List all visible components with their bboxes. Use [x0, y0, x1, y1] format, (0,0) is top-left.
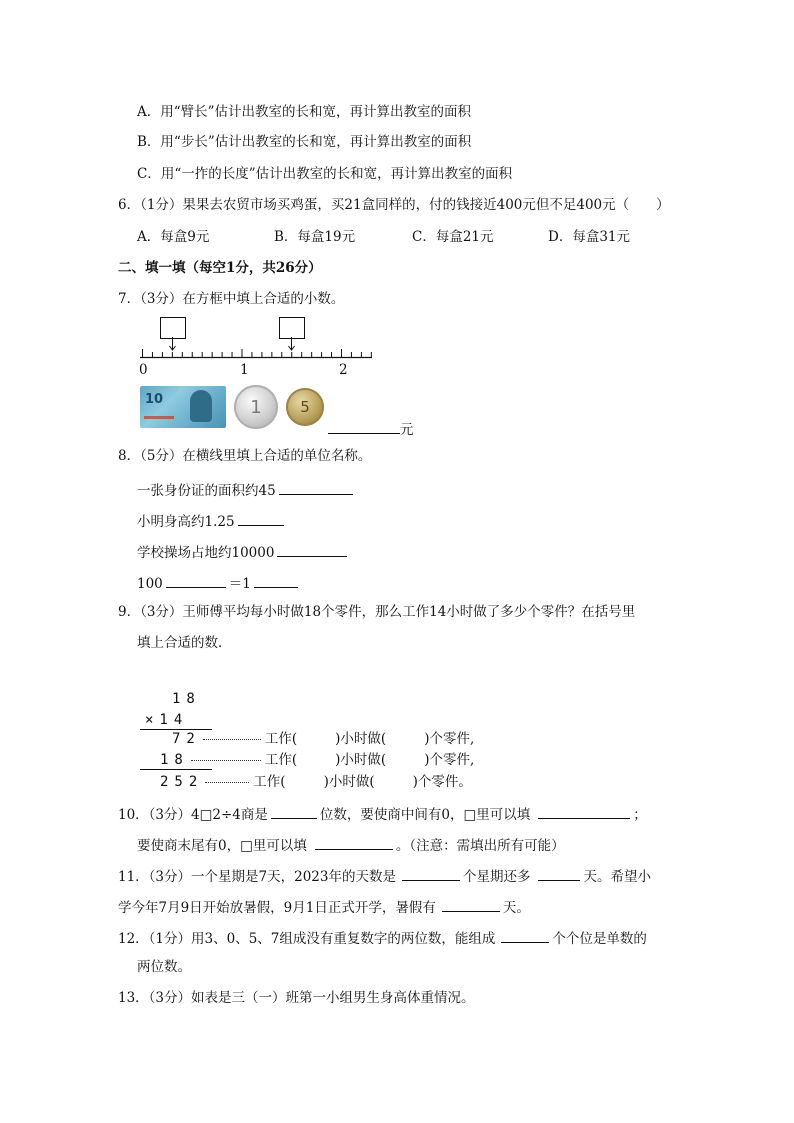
- q12-line-1: [118, 930, 647, 947]
- partial-252: 252: [160, 774, 204, 790]
- q6-option-b: B．每盒19元: [274, 229, 356, 245]
- multiplicand: 18: [172, 691, 201, 707]
- q12-text-b: 个个位是单数的: [552, 931, 647, 947]
- q8-blank-1[interactable]: [279, 482, 353, 495]
- q8-blank-5[interactable]: [254, 575, 298, 588]
- coin-five-jiao-value: 5: [300, 398, 310, 416]
- coin-five-jiao: [286, 388, 324, 426]
- q8-line-2-text: 小明身高约1.25: [137, 514, 235, 530]
- q11-blank-vacation[interactable]: [442, 899, 500, 912]
- q8-line-3: [137, 544, 350, 561]
- q8-line-4: [137, 575, 301, 592]
- q12-blank-count[interactable]: [501, 930, 549, 943]
- q9-hour-label-3: )小时做(: [323, 774, 375, 790]
- partial-72: 72: [172, 731, 201, 747]
- q6-stem: 6．（1分）果果去农贸市场买鸡蛋，买21盒同样的，付的钱接近400元但不足400元（ ）: [118, 197, 670, 213]
- q8-blank-2[interactable]: [238, 513, 284, 526]
- dots-2: [191, 760, 261, 761]
- dots-3: [205, 782, 249, 783]
- q8-line-3-text: 学校操场占地约10000: [137, 545, 275, 561]
- q8-line-1-text: 一张身份证的面积约45: [137, 483, 276, 499]
- dots-1: [203, 739, 261, 740]
- q7-money-blank[interactable]: [328, 421, 400, 434]
- q9-work-label-3: 工作(: [253, 774, 286, 790]
- q10-text-c: ；: [633, 807, 647, 823]
- q9-part-label-3: )个零件。: [412, 774, 472, 790]
- number-line-ticks: [143, 349, 372, 358]
- q10-blank-digits[interactable]: [271, 806, 317, 819]
- q11-blank-weeks[interactable]: [402, 868, 460, 881]
- q9-part-label-1: )个零件,: [424, 731, 475, 747]
- mult-line-2: [140, 769, 212, 770]
- q9-hour-label-1: )小时做(: [335, 731, 387, 747]
- mult-line-1: [140, 729, 212, 730]
- q9-work-label-2: 工作(: [264, 752, 298, 768]
- q6-option-a: A．每盒9元: [137, 229, 210, 245]
- coin-one-yuan-value: 1: [250, 397, 262, 418]
- section-2-title: 二、填一填（每空1分，共26分）: [118, 260, 322, 276]
- q8-line-2: [137, 513, 287, 530]
- q9-row-3: [160, 775, 472, 790]
- q11-line-1: [118, 868, 651, 885]
- q13-stem: 13．（3分）如表是三（一）班第一小组男生身高体重情况。: [118, 990, 475, 1006]
- q9-stem-line-1: 9．（3分）王师傅平均每小时做18个零件，那么工作14小时做了多少个零件？在括号里: [118, 604, 636, 620]
- q10-line-1: [118, 806, 647, 823]
- q9-work-label-1: 工作(: [264, 731, 298, 747]
- q9-row-2: [160, 753, 474, 768]
- q10-line-2: [137, 837, 565, 854]
- banknote-value: 10: [145, 392, 164, 407]
- banknote-image: [140, 386, 226, 428]
- q8-line-4-eq: ＝1: [228, 576, 251, 592]
- coin-one-yuan: [234, 385, 278, 429]
- q10-blank-middle-zero[interactable]: [538, 806, 630, 819]
- q12-line-2: 两位数。: [137, 959, 191, 975]
- q6-option-d: D．每盒31元: [548, 229, 631, 245]
- q11-text-a: 11．（3分）一个星期是7天，2023年的天数是: [118, 869, 396, 885]
- q12-text-a: 12．（1分）用3、0、5、7组成没有重复数字的两位数，能组成: [118, 931, 496, 947]
- q9-row-1: [172, 732, 474, 747]
- multiplier: ×14: [145, 712, 189, 728]
- q5-option-b: B．用“步长”估计出教室的长和宽，再计算出教室的面积: [137, 134, 472, 150]
- q10-text-b: 位数，要使商中间有0，□里可以填: [319, 807, 531, 823]
- tick-label-0: 0: [139, 362, 148, 378]
- q10-text-e: 。（注意：需填出所有可能）: [395, 838, 565, 854]
- q9-part-label-2: )个零件,: [424, 752, 475, 768]
- q9-hour-label-2: )小时做(: [335, 752, 387, 768]
- q6-option-c: C．每盒21元: [412, 229, 494, 245]
- q11-text-b: 个星期还多: [462, 869, 531, 885]
- q11-text-c: 天。希望小: [583, 869, 651, 885]
- q8-line-1: [137, 482, 356, 499]
- q11-blank-days[interactable]: [538, 868, 580, 881]
- q10-text-a: 10．（3分）4□2÷4商是: [118, 807, 268, 823]
- q7-stem: 7．（3分）在方框中填上合适的小数。: [118, 291, 345, 307]
- q11-line-2: [118, 899, 530, 916]
- q7-unit: 元: [400, 422, 414, 438]
- q8-blank-3[interactable]: [277, 544, 347, 557]
- q7-money-answer: [328, 421, 414, 438]
- q9-stem-line-2: 填上合适的数．: [137, 635, 232, 651]
- q11-text-d: 学今年7月9日开始放暑假，9月1日正式开学，暑假有: [118, 900, 436, 916]
- q8-line-4-left: 100: [137, 576, 163, 592]
- tick-label-1: 1: [240, 362, 249, 378]
- q10-blank-end-zero[interactable]: [315, 837, 393, 850]
- portrait: [190, 390, 212, 422]
- q5-option-c: C．用“一拃的长度”估计出教室的长和宽，再计算出教室的面积: [137, 166, 513, 182]
- q8-stem: 8．（5分）在横线里填上合适的单位名称。: [118, 448, 372, 464]
- partial-18: 18: [160, 752, 189, 768]
- q5-option-a: A．用“臂长”估计出教室的长和宽，再计算出教室的面积: [137, 104, 472, 120]
- q11-text-e: 天。: [502, 900, 530, 916]
- q10-text-d: 要使商末尾有0，□里可以填: [137, 838, 307, 854]
- tick-label-2: 2: [339, 362, 348, 378]
- q8-blank-4[interactable]: [166, 575, 226, 588]
